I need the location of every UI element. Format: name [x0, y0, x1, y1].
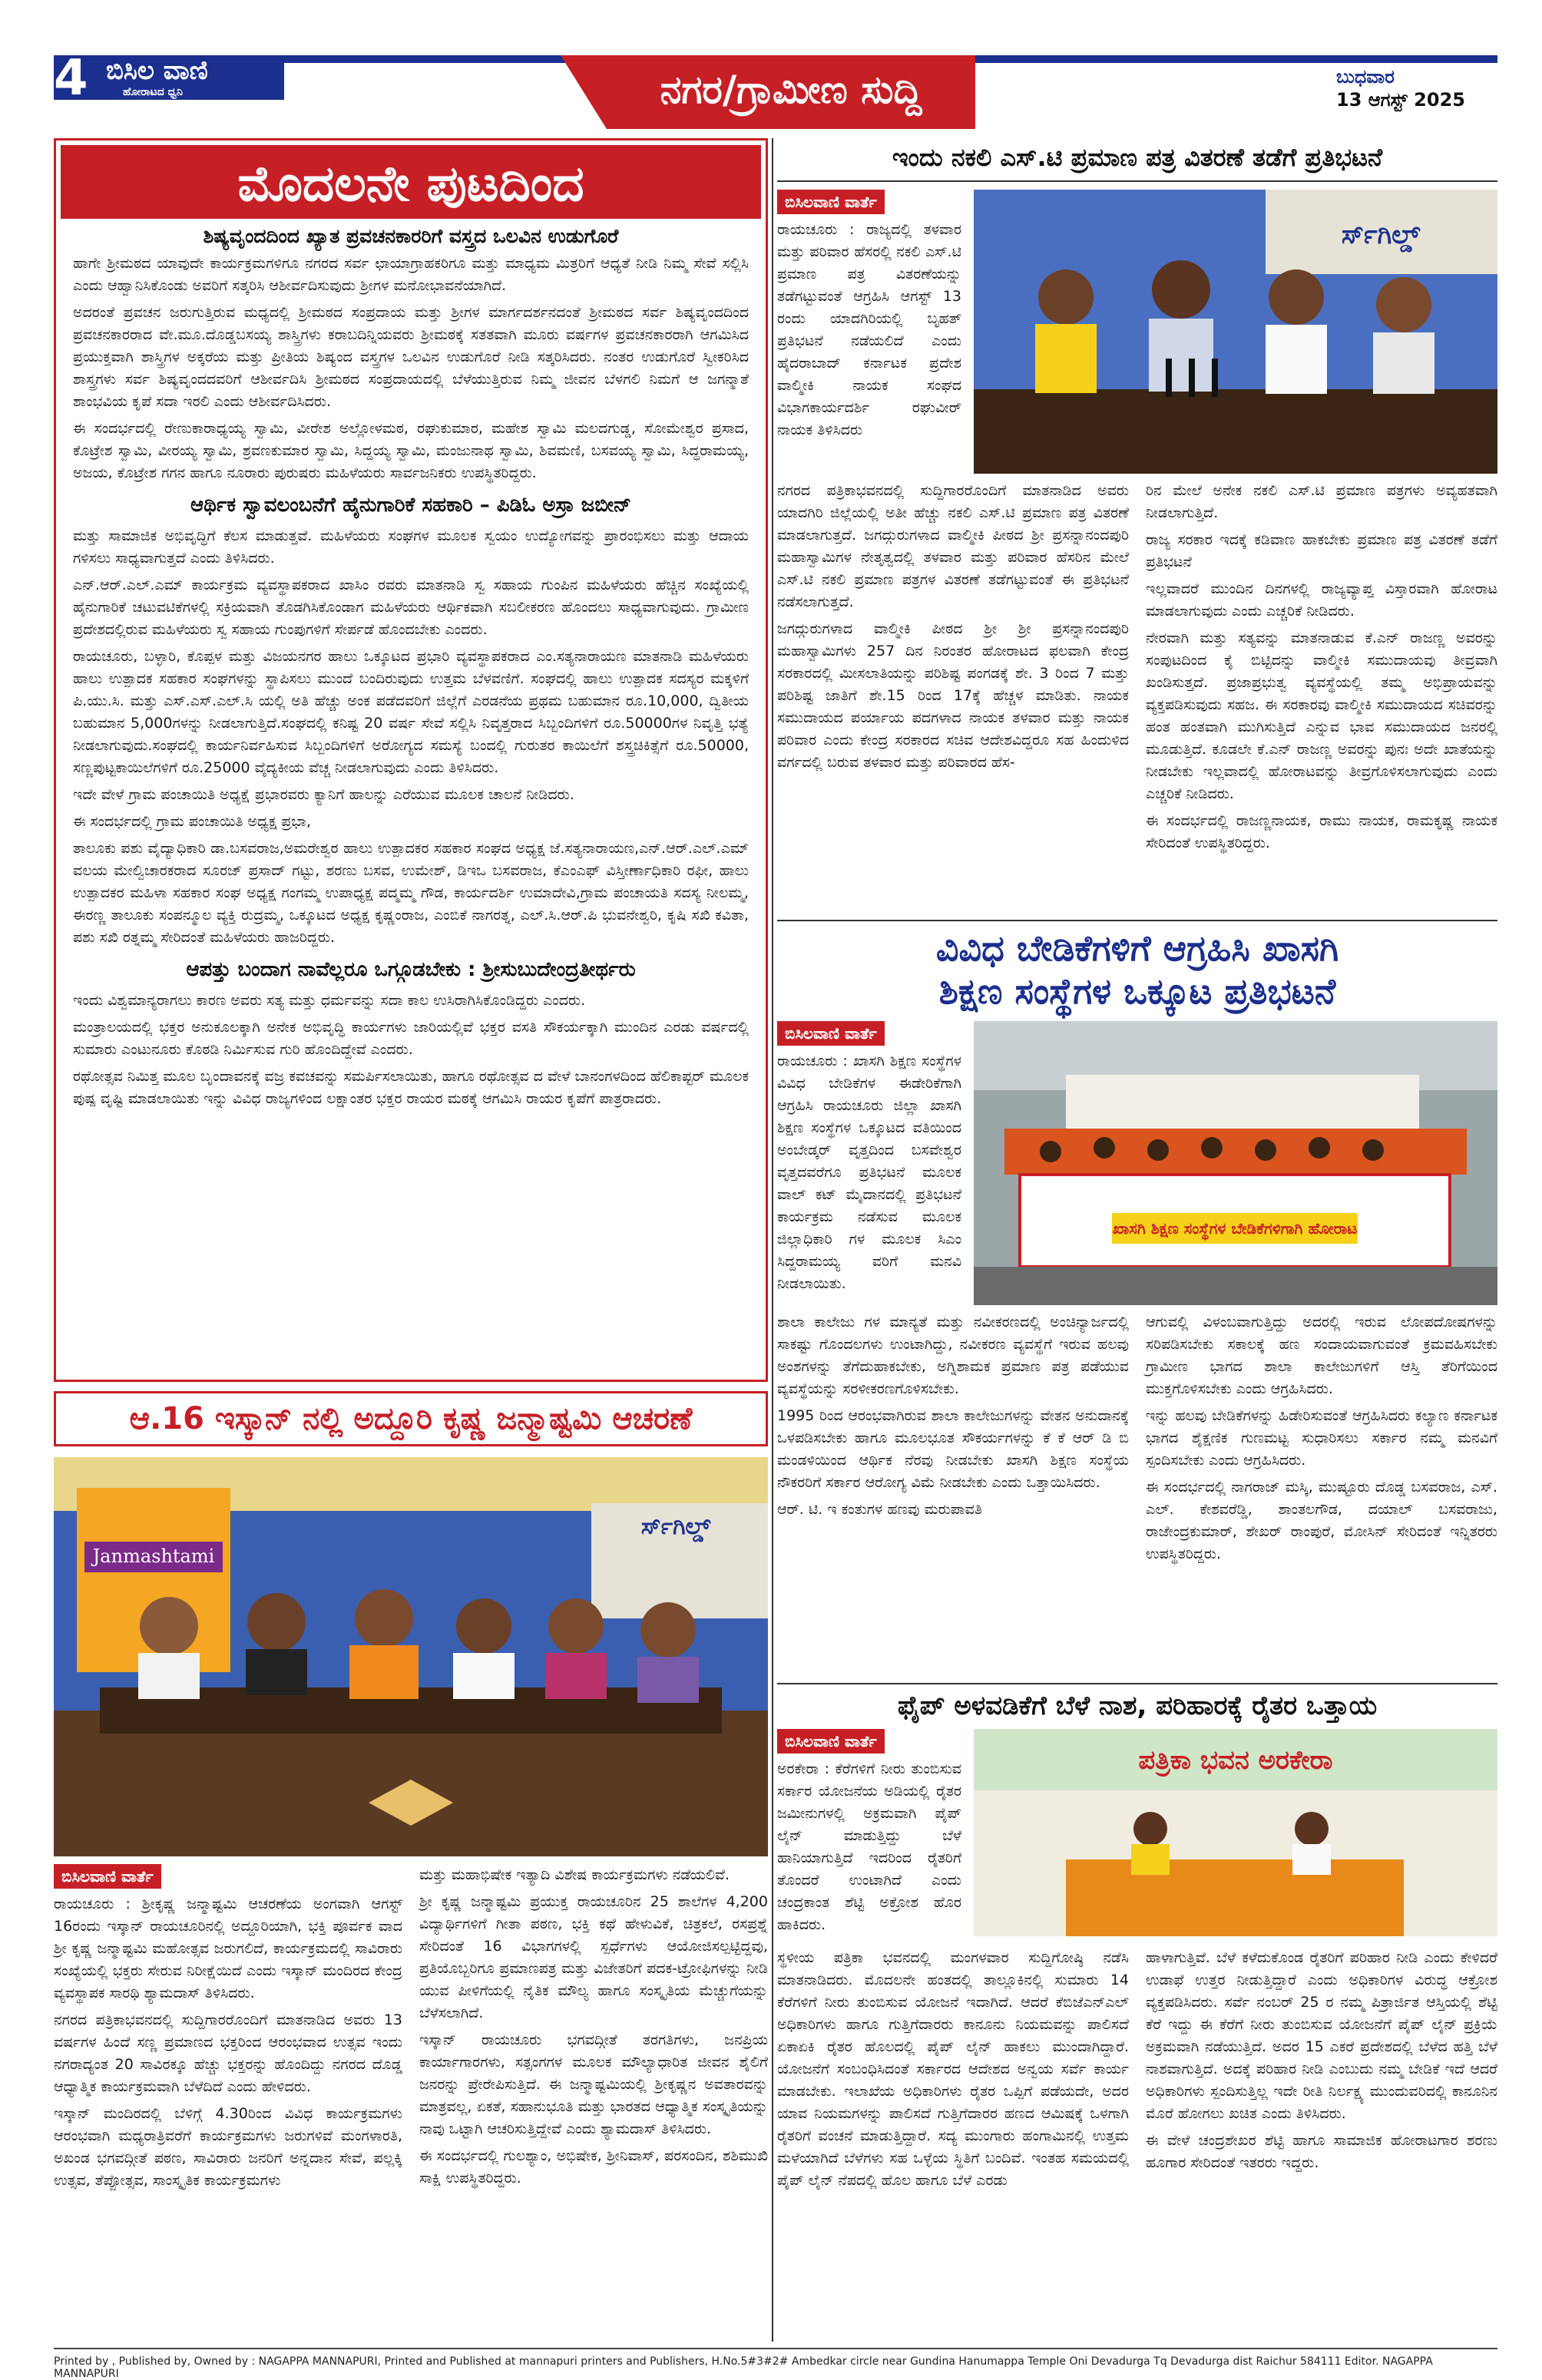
issue-date: 13 ಆಗಸ್ಟ್ 2025 [1336, 89, 1465, 111]
st-photo-scene [974, 190, 1497, 474]
lead-para: ಅದರಂತೆ ಪ್ರವಚನ ಜರುಗುತ್ತಿರುವ ಮಧ್ಯದಲ್ಲಿ ಶ್ರೀಮಠದ ಸಂಪ್ರದಾಯ ಮತ್ತು ಶ್ರೀಗಳ ಮಾರ್ಗದರ್ಶನದಂತೆ ಶ್ರೀಮಠದ ಸರ್ವ ಶಿಷ್ಯವೃಂದದಿಂದ ಪ್ರವಚನಕಾರರಾದ ವೇ.ಮೂ.ದೊಡ್ಡಬಸಯ್ಯ ಶಾಸ್ತ್ರಿಗಳು ಕರಾಬದಿನ್ನಿಯವರು ಶ್ರೀಮಠಕ್ಕೆ ಸತತವಾಗಿ ಮೂರು ವರ್ಷಗಳ ಪ್ರವಚನಕಾರರಾಗಿ ಆಗಮಿಸಿದ ಪ್ರಯುಕ್ತವಾಗಿ ಶಾಸ್ತ್ರಿಗಳ ಅಕ್ಕರೆಯ ಮತ್ತು ಪ್ರೀತಿಯ ಶಿಷ್ಯಂದ ವಸ್ತ್ರಗಳ ಒಲವಿನ ಉಡುಗೊರೆ ನೀಡಿ ಸತ್ಕರಿಸಿದರು. ನಂತರ ಉಡುಗೊರೆ ಸ್ವೀಕರಿಸಿದ ಶಾಸ್ತ್ರಗಳು ಸರ್ವ ಶಿಷ್ಯವೃಂದದವರಿಗೆ ಆಶೀರ್ವದಿಸಿ ಶ್ರೀಮಠದ ಸಂಪ್ರದಾಯದಲ್ಲಿ ಬೆಳೆಯುತ್ತಿರುವ ನಿಮ್ಮ ಜೀವನ ಬೆಳಗಲಿ ನಿಮಗೆ ಆ ಜಗನ್ಮಾತೆ ಶಾಂಭವಿಯ ಕೃಪೆ ಸದಾ ಇರಲಿ ಎಂದು ಆಶೀರ್ವದಿಸಿದರು. [73, 304, 749, 410]
private-edu-para: ಈ ಸಂದರ್ಭದಲ್ಲಿ ನಾಗರಾಜ್ ಮಸ್ಕಿ, ಮುಷ್ಟೂರು ದೊಡ್ಡ ಬಸವರಾಜ, ಎಸ್. ಎಲ್. ಕೇಶವರೆಡ್ಡಿ, ಶಾಂತಲಗೌಡ, ದಯಾಲ್ ಬಸವರಾಜು, ರಾಜೇಂದ್ರಕುಮಾರ್, ಶೇಖರ್ ರಾಂಪುರೆ, ಮೋಸಿನ್ ಸೇರಿದಂತೆ ಇನ್ನಿತರರು ಉಪಸ್ಥಿತರಿದ್ದರು. [1146, 1479, 1497, 1562]
private-edu-article [777, 920, 1497, 1672]
pipe-col-2 [1146, 1947, 1497, 2197]
st-photo [974, 190, 1497, 474]
lead-para: ತಾಲೂಕು ಪಶು ವೈದ್ಯಾಧಿಕಾರಿ ಡಾ.ಬಸವರಾಜ,ಅಮರೇಶ್ವರ ಹಾಲು ಉತ್ಪಾದಕರ ಸಹಕಾರ ಸಂಘದ ಅಧ್ಯಕ್ಷ ಜೆ.ಸತ್ಯನಾರಾಯಣ,ಎನ್.ಆರ್.ಎಲ್.ಎಮ್ ವಲಯ ಮೇಲ್ವಿಚಾರಕರಾದ ಸೂರಜ್ ಪ್ರಸಾದ್ ಗಟ್ಟು, ಶರಣು ಬಸವ, ಉಮೇಶ್, ಡಿಇಒ ಬಸವರಾಜ, ಕೆಎಂಎಫ್ ವಿಸ್ತೀರ್ಣಾಧಿಕಾರಿ ರಫೀ, ಹಾಲು ಉತ್ಪಾದಕರ ಮಹಿಳಾ ಸಹಕಾರ ಸಂಘ ಅಧ್ಯಕ್ಷ ಗಂಗಮ್ಮ ಉಪಾಧ್ಯಕ್ಷ ಪದ್ಮಮ್ಮ ಗೌಡ, ಕಾರ್ಯದರ್ಶಿ ಉಮಾದೇವಿ,ಗ್ರಾಮ ಪಂಚಾಯತಿ ಸದಸ್ಯ ನೀಲಮ್ಮ, ಈರಣ್ಣ ತಾಲೂಕು ಸಂಪನ್ಮೂಲ ವ್ಯಕ್ತಿ ರುದ್ರಮ್ಮ, ಒಕ್ಕೂಟದ ಅಧ್ಯಕ್ಷ ಕೃಷ್ಣಂರಾಜ, ಎಂಬಿಕೆ ನಾಗರತ್ನ, ಎಲ್.ಸಿ.ಆರ್.ಪಿ ಭುವನೇಶ್ವರಿ, ಕೃಷಿ ಸಖಿ ಕವಿತಾ, ಪಶು ಸಖಿ ರತ್ನಮ್ಮ ಸೇರಿದಂತೆ ಮಹಿಳೆಯರು ಹಾಜರಿದ್ದರು. [73, 840, 749, 946]
st-para: ನೇರವಾಗಿ ಮತ್ತು ಸತ್ಯವನ್ನು ಮಾತನಾಡುವ ಕೆ.ಎನ್ ರಾಜಣ್ಣ ಅವರನ್ನು ಸಂಪುಟದಿಂದ ಕೈ ಬಿಟ್ಟಿದನ್ನು ವಾಲ್ಮೀಕಿ ಸಮುದಾಯವು ತೀವ್ರವಾಗಿ ಖಂಡಿಸುತ್ತದೆ. ಪ್ರಜಾಪ್ರಭುತ್ವ ವ್ಯವಸ್ಥೆಯಲ್ಲಿ ತಮ್ಮ ಅಭಿಪ್ರಾಯವನ್ನು ವ್ಯಕ್ತಪಡಿಸುವುದು ಸಹಜ. ಈ ಸರಕಾರವು ವಾಲ್ಮೀಕಿ ಸಮುದಾಯದ ಸಚಿವರನ್ನು ಹಂತ ಹಂತವಾಗಿ ಮುಗಿಸುತ್ತಿದೆ ಎನ್ನುವ ಭಾವ ಸಮುದಾಯದ ಜನರಲ್ಲಿ ಮೂಡುತ್ತಿದೆ. ಕೂಡಲೇ ಕೆ.ಎನ್ ರಾಜಣ್ಣ ಅವರನ್ನು ಪುನಃ ಅದೇ ಖಾತೆಯನ್ನು ನೀಡಬೇಕು ಇಲ್ಲವಾದಲ್ಲಿ ಹೋರಾಟವನ್ನು ತೀವ್ರಗೊಳಿಸಲಾಗುವುದು ಎಂದು ಎಚ್ಚರಿಕೆ ನೀಡಿದರು. [1146, 630, 1497, 802]
pipe-para: ಈ ವೇಳೆ ಚಂದ್ರಶೇಖರ ಶೆಟ್ಟಿ ಹಾಗೂ ಸಾಮಾಜಿಕ ಹೋರಾಟಗಾರ ಶರಣು ಹೂಗಾರ ಸೇರಿದಂತೆ ಇತರರು ಇದ್ದರು. [1146, 2132, 1497, 2171]
lead-article [54, 138, 768, 1382]
left-column [54, 138, 768, 2197]
section-title: ನಗರ/ಗ್ರಾಮೀಣ ಸುದ್ದಿ [660, 68, 922, 112]
st-article [777, 138, 1497, 906]
pipe-col-1 [777, 1947, 1129, 2197]
imprint-footer: Printed by , Published by, Owned by : NAGAPPA MANNAPURI, Printed and Published at mannapuri printers and Publishers, H.No.5#3#2# Ambedkar circle near Gundina Hanumappa Temple Oni Devadurga Tq Devadurga dist Raichur 584111 Editor. NAGAPPA MANNAPURI [54, 2348, 1497, 2380]
st-para: ಜಗದ್ಗುರುಗಳಾದ ವಾಲ್ಮೀಕಿ ಪೀಠದ ಶ್ರೀ ಶ್ರೀ ಪ್ರಸನ್ನಾನಂದಪುರಿ ಮಹಾಸ್ವಾಮಿಗಳು 257 ದಿನ ನಿರಂತರ ಹೋರಾಟದ ಫಲವಾಗಿ ಕೇಂದ್ರ ಸರಕಾರದಲ್ಲಿ ಮೀಸಲಾತಿಯನ್ನು ಪರಿಶಿಷ್ಟ ಪಂಗಡಕ್ಕೆ ಶೇ. 3 ರಿಂದ 7 ಮತ್ತು ಪರಿಶಿಷ್ಟ ಜಾತಿಗೆ ಶೇ.15 ರಿಂದ 17ಕ್ಕೆ ಹೆಚ್ಚಳ ಮಾಡಿತು. ನಾಯಕ ಸಮುದಾಯದ ಪರ್ಯಾಯ ಪದಗಳಾದ ನಾಯಕ ತಳವಾರ ಮತ್ತು ನಾಯಕ ಪರಿವಾರ ಎಂದು ಕೇಂದ್ರ ಸರಕಾರದ ಸಚಿವ ಆದೇಶವಿದ್ದರೂ ಸಹ ಹಿಂದುಳಿದ ವರ್ಗದಲ್ಲಿ ಬರುವ ತಳವಾರ ಮತ್ತು ಪರಿವಾರದ ಹೆಸ- [777, 620, 1129, 771]
pipe-photo-sign: ಪತ್ರಿಕಾ ಭವನ ಅರಕೇರಾ [1138, 1745, 1333, 1776]
lead-subhead: ಆಪತ್ತು ಬಂದಾಗ ನಾವೆಲ್ಲರೂ ಒಗ್ಗೂಡಬೇಕು : ಶ್ರೀಸುಬುದೇಂದ್ರತೀರ್ಥರು [186, 958, 636, 981]
pipe-para: ಹಾಳಾಗುತ್ತಿವೆ. ಬೆಳೆ ಕಳೆದುಕೊಂಡ ರೈತರಿಗೆ ಪರಿಹಾರ ನೀಡಿ ಎಂದು ಕೇಳಿದರೆ ಉಡಾಫೆ ಉತ್ತರ ನೀಡುತ್ತಿದ್ದಾರೆ ಎಂದು ಅಧಿಕಾರಿಗಳ ವಿರುದ್ಧ ಆಕ್ರೋಶ ವ್ಯಕ್ತಪಡಿಸಿದರು. ಸರ್ವೆ ನಂಬರ್ 25 ರ ನಮ್ಮ ಪಿತ್ರಾರ್ಜಿತ ಆಸ್ತಿಯಲ್ಲಿ ಶೆಟ್ಟಿ ಕೆರೆ ಇದ್ದು ಈ ಕೆರೆಗೆ ನೀರು ತುಂಬಿಸುವ ಯೋಜನೆಗೆ ಪೈಪ್ ಲೈನ್ ಪ್ರಕ್ರಿಯೆ ಅಕ್ರಮವಾಗಿ ನಡೆಯುತ್ತಿದೆ. ಅದರ 15 ಎಕರೆ ಪ್ರದೇಶದಲ್ಲಿ ಬೆಳೆದ ಹತ್ತಿ ಬೆಳೆ ನಾಶವಾಗುತ್ತಿದೆ. ಅದಕ್ಕೆ ಪರಿಹಾರ ನೀಡಿ ಎಂಬುದು ನಮ್ಮ ಬೇಡಿಕೆ ಇದೆ ಆದರೆ ಅಧಿಕಾರಿಗಳು ಸ್ಪಂದಿಸುತ್ತಿಲ್ಲ ಇದೇ ರೀತಿ ನಿರ್ಲಕ್ಷ್ಯ ಮುಂದುವರಿದಲ್ಲಿ ಕಾನೂನಿನ ಮೊರೆ ಹೋಗಲು ಖಚಿತ ಎಂದು ತಿಳಿಸಿದರು. [1146, 1949, 1497, 2122]
lead-para: ಈ ಸಂದರ್ಭದಲ್ಲಿ ರೇಣುಕಾರಾಧ್ಯಯ್ಯ ಸ್ವಾಮಿ, ವೀರೇಶ ಅಲ್ಲೋಳಮಠ, ರಘುಕುಮಾರ, ಮಹೇಶ ಸ್ವಾಮಿ ಮಲದಗುಡ್ಡ, ಸೋಮೇಶ್ವರ ಪ್ರಸಾದ, ಕೊಟ್ರೇಶ ಸ್ವಾಮಿ, ವೀರಯ್ಯ ಸ್ವಾಮಿ, ಶ್ರವಣಕುಮಾರ ಸ್ವಾಮಿ, ಸಿದ್ದಯ್ಯ ಸ್ವಾಮಿ, ಮಂಜುನಾಥ ಸ್ವಾಮಿ, ಶಿವಮಣಿ, ಬಸವಯ್ಯ ಸ್ವಾಮಿ, ಸಿದ್ಧರಾಮಯ್ಯ, ಅಜಯ, ಕೊಟ್ರೇಶ ಗಗನ ಹಾಗೂ ನೂರಾರು ಪುರುಷರು ಮಹಿಳೆಯರು ಸಾರ್ವಜನಿಕರು ಉಪಸ್ಥಿತರಿದ್ದರು. [73, 420, 749, 481]
pipe-para: ಅರಕೇರಾ : ಕೆರೆಗಳಿಗೆ ನೀರು ತುಂಬಿಸುವ ಸರ್ಕಾರ ಯೋಜನೆಯ ಅಡಿಯಲ್ಲಿ ರೈತರ ಜಮೀನುಗಳಲ್ಲಿ ಅಕ್ರಮವಾಗಿ ಪೈಪ್ ಲೈನ್ ಮಾಡುತ್ತಿದ್ದು ಬೆಳೆ ಹಾನಿಯಾಗುತ್ತಿದೆ ಇದರಿಂದ ರೈತರಿಗೆ ತೊಂದರೆ ಉಂಟಾಗಿದೆ ಎಂದು ಚಂದ್ರಕಾಂತ ಶೆಟ್ಟಿ ಅಕ್ರೋಶ ಹೊರ ಹಾಕಿದರು. [777, 1760, 961, 1933]
byline: ಬಿಸಿಲವಾಣಿ ವಾರ್ತೆ [54, 1864, 161, 1889]
private-edu-para: ಶಾಲಾ ಕಾಲೇಜು ಗಳ ಮಾನ್ಯತೆ ಮತ್ತು ನವೀಕರಣದಲ್ಲಿ ಅಂಚಿನ್ಯಾರ್ಜದಲ್ಲಿ ಸಾಕಷ್ಟು ಗೊಂದಲಗಳು ಉಂಟಾಗಿದ್ದು, ನವೀಕರಣ ವ್ಯವಸ್ಥೆಗೆ ಇರುವ ಹಲವು ಅಂಶಗಳನ್ನು ತೆಗೆದುಹಾಕಬೇಕು, ಅಗ್ನಿಶಾಮಕ ಪ್ರಮಾಣ ಪತ್ರ ಪಡೆಯುವ ವ್ಯವಸ್ಥೆಯನ್ನು ಸರಳೀಕರಣಗೊಳಿಸಬೇಕು. [777, 1314, 1129, 1397]
iskcon-col-1 [54, 1864, 402, 2197]
iskcon-para: ಇಸ್ಕಾನ್ ಮಂದಿರದಲ್ಲಿ ಬೆಳಿಗ್ಗೆ 4.30ರಿಂದ ವಿವಿಧ ಕಾರ್ಯಕ್ರಮಗಳು ಆರಂಭವಾಗಿ ಮಧ್ಯರಾತ್ರಿವರೆಗೆ ಕಾರ್ಯಕ್ರಮಗಳು ಜರುಗಳಿವೆ ಮಂಗಳಾರತಿ, ಅಖಂಡ ಭಗವದ್ಗೀತೆ ಪಠಣ, ಸಾವಿರಾರು ಜನರಿಗೆ ಅನ್ನದಾನ ಸೇವೆ, ಪಲ್ಲಕ್ಕಿ ಉತ್ಸವ, ತೆಪ್ಪೋತ್ಸವ, ಸಾಂಸ್ಕೃತಿಕ ಕಾರ್ಯಕ್ರಮಗಳು [54, 2105, 402, 2189]
pipe-headline: ಫೈಪ್ ಅಳವಡಿಕೆಗೆ ಬೆಳೆ ನಾಶ, ಪರಿಹಾರಕ್ಕೆ ರೈತರ ಒತ್ತಾಯ [897, 1691, 1378, 1721]
masthead [0, 0, 1542, 146]
private-edu-narrow-col [777, 1021, 961, 1305]
private-edu-col-1 [777, 1311, 1129, 1570]
lead-para: ಮಂತ್ರಾಲಯದಲ್ಲಿ ಭಕ್ತರ ಅನುಕೂಲಕ್ಕಾಗಿ ಅನೇಕ ಅಭಿವೃದ್ಧಿ ಕಾರ್ಯಗಳು ಜಾರಿಯಲ್ಲಿವೆ ಭಕ್ತರ ವಸತಿ ಸೌಕರ್ಯಕ್ಕಾಗಿ ಮುಂದಿನ ಎರಡು ವರ್ಷದಲ್ಲಿ ಸುಮಾರು ಎಂಟುನೂರು ಕೊಠಡಿ ನಿರ್ಮಿಸುವ ಗುರಿ ಹೊಂದಿದ್ದೇವೆ ಎಂದರು. [73, 1019, 749, 1058]
iskcon-col-2 [419, 1864, 768, 2197]
iskcon-para: ರಾಯಚೂರು : ಶ್ರೀಕೃಷ್ಣ ಜನ್ಮಾಷ್ಟಮಿ ಆಚರಣೆಯ ಅಂಗವಾಗಿ ಆಗಸ್ಟ್ 16ರಂದು ಇಸ್ಕಾನ್ ರಾಯಚೂರಿನಲ್ಲಿ ಅದ್ದೂರಿಯಾಗಿ, ಭಕ್ತಿ ಪೂರ್ವಕ ವಾದ ಶ್ರೀ ಕೃಷ್ಣ ಜನ್ಮಾಷ್ಟಮಿ ಮಹೋತ್ಸವ ಜರುಗಲಿದೆ, ಕಾರ್ಯಕ್ರಮದಲ್ಲಿ ಸಾವಿರಾರು ಸಂಖ್ಯೆಯಲ್ಲಿ ಭಕ್ತರು ಸೇರುವ ನಿರೀಕ್ಷೆಯಿದೆ ಎಂದು ಇಸ್ಕಾನ್ ಮಂದಿರದ ಕೇಂದ್ರ ವ್ಯವಸ್ಥಾಪಕ ಸಾರಥಿ ಶ್ಯಾಮದಾಸ್ ತಿಳಿಸಿದರು. [54, 1896, 402, 2002]
lead-para: ಈ ಸಂದರ್ಭದಲ್ಲಿ ಗ್ರಾಮ ಪಂಚಾಯಿತಿ ಅಧ್ಯಕ್ಷ ಪ್ರಭಾ, [73, 813, 312, 830]
private-edu-para: ರಾಯಚೂರು : ಖಾಸಗಿ ಶಿಕ್ಷಣ ಸಂಸ್ಥೆಗಳ ವಿವಿಧ ಬೇಡಿಕೆಗಳ ಈಡೇರಿಕೆಗಾಗಿ ಆಗ್ರಹಿಸಿ ರಾಯಚೂರು ಜಿಲ್ಲಾ ಖಾಸಗಿ ಶಿಕ್ಷಣ ಸಂಸ್ಥೆಗಳ ಒಕ್ಕೂಟದ ವತಿಯಿಂದ ಅಂಬೇಡ್ಕರ್ ವೃತ್ತದಿಂದ ಬಸವೇಶ್ವರ ವೃತ್ತದವರೆಗೂ ಪ್ರತಿಭಟನೆ ಮೂಲಕ ವಾಲ್ ಕಟ್ ಮೈದಾನದಲ್ಲಿ ಪ್ರತಿಭಟನೆ ಕಾರ್ಯಕ್ರಮ ನಡೆಸುವ ಮೂಲಕ ಜಿಲ್ಲಾಧಿಕಾರಿ ಗಳ ಮೂಲಕ ಸಿಎಂ ಸಿದ್ದರಾಮಯ್ಯ ವರಿಗೆ ಮನವಿ ನೀಡಲಾಯಿತು. [777, 1053, 961, 1292]
right-column [777, 138, 1497, 2328]
private-edu-col-2 [1146, 1311, 1497, 1570]
lead-para: ಇಂದು ವಿಶ್ವಮಾನ್ಯರಾಗಲು ಕಾರಣ ಅವರು ಸತ್ಯ ಮತ್ತು ಧರ್ಮವನ್ನು ಸದಾ ಕಾಲ ಉಸಿರಾಗಿಸಿಕೊಂಡಿದ್ದರು ಎಂದರು. [73, 992, 586, 1009]
issue-day: ಬುಧವಾರ [1336, 66, 1395, 88]
page-number: 4 [54, 50, 88, 107]
pipe-photo [974, 1729, 1497, 1936]
iskcon-photo-scene [54, 1457, 768, 1856]
column-divider [772, 138, 773, 2342]
lead-para: ಇದೇ ವೇಳೆ ಗ್ರಾಮ ಪಂಚಾಯಿತಿ ಅಧ್ಯಕ್ಷೆ ಪ್ರಭಾರವರು ಕ್ಯಾನಿಗೆ ಹಾಲನ್ನು ಎರೆಯುವ ಮೂಲಕ ಚಾಲನೆ ನೀಡಿದರು. [73, 786, 574, 803]
st-para: ನಗರದ ಪತ್ರಿಕಾಭವನದಲ್ಲಿ ಸುದ್ದಿಗಾರರೊಂದಿಗೆ ಮಾತನಾಡಿದ ಅವರು ಯಾದಗಿರಿ ಜಿಲ್ಲೆಯಲ್ಲಿ ಅತೀ ಹೆಚ್ಚು ನಕಲಿ ಎಸ್.ಟಿ ಪ್ರಮಾಣ ಪತ್ರ ವಿತರಣೆ ಮಾಡಲಾಗುತ್ತದೆ. ಜಗದ್ಗುರುಗಳಾದ ವಾಲ್ಮೀಕಿ ಪೀಠದ ಶ್ರೀ ಪ್ರಸನ್ನಾನಂದಪುರಿ ಮಹಾಸ್ವಾಮಿಗಳ ನೇತೃತ್ವದಲ್ಲಿ ತಳವಾರ ಮತ್ತು ಪರಿವಾರ ಹೆಸರಿನ ಮೇಲೆ ಎಸ್.ಟಿ ನಕಲಿ ಪ್ರಮಾಣ ಪತ್ರಗಳ ವಿತರಣೆ ತಡೆಗಟ್ಟುವಂತೆ ಈ ಪ್ರತಿಭಟನೆ ನಡೆಸಲಾಗುತ್ತದೆ. [777, 482, 1129, 610]
private-edu-para: ಆರ್. ಟಿ. ಇ ಕಂತುಗಳ ಹಣವು ಮರುಪಾವತಿ [777, 1501, 982, 1518]
st-para: ಇಲ್ಲವಾದರೆ ಮುಂದಿನ ದಿನಗಳಲ್ಲಿ ರಾಜ್ಯವ್ಯಾಪ್ತ ವಿಸ್ತಾರವಾಗಿ ಹೋರಾಟ ಮಾಡಲಾಗುವುದು ಎಂದು ಎಚ್ಚರಿಕೆ ನೀಡಿದರು. [1146, 580, 1497, 620]
st-para: ರಾಜ್ಯ ಸರಕಾರ ಇದಕ್ಕೆ ಕಡಿವಾಣ ಹಾಕಬೇಕು ಪ್ರಮಾಣ ಪತ್ರ ವಿತರಣೆ ತಡೆಗೆ ಪ್ರತಿಭಟನೆ [1146, 531, 1497, 570]
lead-banner: ಮೊದಲನೇ ಪುಟದಿಂದ [61, 145, 761, 219]
lead-subhead: ಆರ್ಥಿಕ ಸ್ವಾವಲಂಬನೆಗೆ ಹೈನುಗಾರಿಕೆ ಸಹಕಾರಿ – ಪಿಡಿಓ ಅಸ್ರಾ ಜಬೀನ್ [190, 494, 632, 517]
private-edu-para: ಆಗುವಲ್ಲಿ ವಿಳಂಬವಾಗುತ್ತಿದ್ದು ಅದರಲ್ಲಿ ಇರುವ ಲೋಪದೋಷಗಳನ್ನು ಸರಿಪಡಿಸಬೇಕು ಸಕಾಲಕ್ಕೆ ಹಣ ಸಂದಾಯವಾಗುವಂತೆ ಕ್ರಮವಹಿಸಬೇಕು ಗ್ರಾಮೀಣ ಭಾಗದ ಶಾಲಾ ಕಾಲೇಜುಗಳಿಗೆ ಆಸ್ತಿ ತೆರಿಗೆಯಿಂದ ಮುಕ್ತಗೊಳಿಸಬೇಕು ಎಂದು ಆಗ್ರಹಿಸಿದರು. [1146, 1314, 1497, 1397]
private-edu-banner-text: ಖಾಸಗಿ ಶಿಕ್ಷಣ ಸಂಸ್ಥೆಗಳ ಬೇಡಿಕೆಗಳಿಗಾಗಿ ಹೋರಾಟ [1112, 1219, 1358, 1238]
paper-name: ಬಿಸಿಲ ವಾಣಿ [106, 55, 208, 86]
iskcon-wall-text: ರ್ಸ್‌ಗಿಲ್ಡ್ [640, 1513, 711, 1540]
iskcon-para: ನಗರದ ಪತ್ರಿಕಾಭವನದಲ್ಲಿ ಸುದ್ದಿಗಾರರೊಂದಿಗೆ ಮಾತನಾಡಿದ ಅವರು 13 ವರ್ಷಗಳ ಹಿಂದೆ ಸಣ್ಣ ಪ್ರಮಾಣದ ಭಕ್ತರಿಂದ ಆರಂಭವಾದ ಉತ್ಸವ ಇಂದು ನಗರಾದ್ಯಂತ 20 ಸಾವಿರಕ್ಕೂ ಹೆಚ್ಚು ಭಕ್ತರನ್ನು ಹೊಂದಿದ್ದು ನಗರದ ದೊಡ್ಡ ಆಧ್ಯಾತ್ಮಿಕ ಕಾರ್ಯಕ್ರಮವಾಗಿ ಬೆಳೆದಿದೆ ಎಂದು ಹೇಳಿದರು. [54, 2011, 402, 2095]
pipe-article [777, 1683, 1497, 2328]
pipe-photo-scene [974, 1729, 1497, 1936]
lead-para: ರಾಯಚೂರು, ಬಳ್ಳಾರಿ, ಕೊಪ್ಪಳ ಮತ್ತು ವಿಜಯನಗರ ಹಾಲು ಒಕ್ಕೂಟದ ಪ್ರಭಾರಿ ವ್ಯವಸ್ಥಾಪಕರಾದ ಎಂ.ಸತ್ಯನಾರಾಯಣ ಮಾತನಾಡಿ ಮಹಿಳೆಯರು ಹಾಲು ಉತ್ಪಾದಕ ಸಹಕಾರ ಸಂಘಗಳನ್ನು ಸ್ಥಾಪಿಸಲು ಮುಂದೆ ಬಂದಿರುವುದು ಉತ್ತಮ ಬೆಳವಣಿಗೆ. ಸಂಘದಲ್ಲಿ ಹಾಲು ಉತ್ಪಾದಕ ಸದಸ್ಯರ ಮಕ್ಕಳಿಗೆ ಪಿ.ಯು.ಸಿ. ಮತ್ತು ಎಸ್.ಎಸ್.ಎಲ್.ಸಿ ಯಲ್ಲಿ ಅತಿ ಹೆಚ್ಚು ಅಂಕ ಪಡೆದವರಿಗೆ ಜಿಲ್ಲೆಗೆ ಎರಡನೆಯ ಪ್ರಥಮ ಬಹುಮಾನ ರೂ.10,000, ದ್ವಿತೀಯ ಬಹುಮಾನ 5,000ಗಳನ್ನು ನೀಡಲಾಗುತ್ತಿದೆ.ಸಂಘದಲ್ಲಿ ಕನಿಷ್ಟ 20 ವರ್ಷ ಸೇವೆ ಸಲ್ಲಿಸಿ ನಿವೃತ್ತರಾದ ಸಿಬ್ಬಂದಿಗಳಿಗೆ ರೂ.50000ಗಳ ನಿವೃತ್ತಿ ಭತ್ಯೆ ನೀಡಲಾಗುವುದು.ಸಂಘದಲ್ಲಿ ಕಾರ್ಯನಿರ್ವಹಿಸುವ ಸಿಬ್ಬಂದಿಗಳಿಗೆ ಅರೋಗ್ಯದ ಸಮಸ್ಯೆ ಬಂದಲ್ಲಿ ಗುರುತರ ಕಾಯಿಲೆಗೆ ಶಸ್ತ್ರಚಿಕಿತ್ಸೆಗೆ ರೂ.50000, ಸಣ್ಣಪುಟ್ಟಕಾಯಿಲೆಗಳಿಗೆ ರೂ.25000 ವೈದ್ಯಕೀಯ ವೆಚ್ಚ ನೀಡಲಾಗುವುದು ಎಂದು ತಿಳಿಸಿದರು. [73, 648, 749, 776]
private-edu-photo-scene [974, 1021, 1497, 1305]
private-edu-para: ಇನ್ನು ಹಲವು ಬೇಡಿಕೆಗಳನ್ನು ಹಿಡೇರಿಸುವಂತೆ ಆಗ್ರಹಿಸಿದರು ಕಲ್ಯಾಣ ಕರ್ನಾಟಕ ಭಾಗದ ಶೈಕ್ಷಣಿಕ ಗುಣಮಟ್ಟ ಸುಧಾರಿಸಲು ಸರ್ಕಾರ ನಮ್ಮ ಮನವಿಗೆ ಸ್ಪಂದಿಸಬೇಕು ಎಂದು ಆಗ್ರಹಿಸಿದರು. [1146, 1407, 1497, 1469]
st-headline: ಇಂದು ನಕಲಿ ಎಸ್.ಟಿ ಪ್ರಮಾಣ ಪತ್ರ ವಿತರಣೆ ತಡೆಗೆ ಪ್ರತಿಭಟನೆ [777, 138, 1497, 182]
iskcon-headline: ಆ.16 ಇಸ್ಕಾನ್ ನಲ್ಲಿ ಅದ್ದೂರಿ ಕೃಷ್ಣ ಜನ್ಮಾಷ್ಟಮಿ ಆಚರಣೆ [54, 1391, 768, 1446]
private-edu-headline-1: ವಿವಿಧ ಬೇಡಿಕೆಗಳಿಗೆ ಆಗ್ರಹಿಸಿ ಖಾಸಗಿ [935, 927, 1339, 969]
private-edu-para: 1995 ರಿಂದ ಆರಂಭವಾಗಿರುವ ಶಾಲಾ ಕಾಲೇಜುಗಳನ್ನು ವೇತನ ಅನುದಾನಕ್ಕೆ ಒಳಪಡಿಸಬೇಕು ಹಾಗೂ ಮೂಲಭೂತ ಸೌಕರ್ಯಗಳನ್ನು ಕೆ ಕೆ ಆರ್ ಡಿ ಬಿ ಮಂಡಳಿಯಿಂದ ಆರ್ಥಿಕ ನೆರವು ನೀಡಬೇಕು ಖಾಸಗಿ ಶಿಕ್ಷಣ ಸಂಸ್ಥೆಯ ನೌಕರರಿಗೆ ಸರ್ಕಾರ ಆರೋಗ್ಯ ವಿಮೆ ನೀಡಬೇಕು ಎಂದು ಒತ್ತಾಯಿಸಿದರು. [777, 1407, 1129, 1491]
st-wall-text: ರ್ಸ್‌ಗಿಲ್ಡ್ [1341, 220, 1421, 250]
lead-headline: ಶಿಷ್ಯವೃಂದದಿಂದ ಖ್ಯಾತ ಪ್ರವಚನಕಾರರಿಗೆ ವಸ್ತ್ರದ ಒಲವಿನ ಉಡುಗೊರೆ [203, 225, 619, 247]
iskcon-para: ಶ್ರೀ ಕೃಷ್ಣ ಜನ್ಮಾಷ್ಟಮಿ ಪ್ರಯುಕ್ತ ರಾಯಚೂರಿನ 25 ಶಾಲೆಗಳ 4,200 ವಿದ್ಯಾರ್ಥಿಗಳಿಗೆ ಗೀತಾ ಪಠಣ, ಭಕ್ತಿ ಕಥೆ ಹೇಳುವಿಕೆ, ಚಿತ್ರಕಲೆ, ರಸಪ್ರಶ್ನೆ ಸೇರಿದಂತೆ 16 ವಿಭಾಗಗಳಲ್ಲಿ ಸ್ಪರ್ಧೆಗಳು ಆಯೋಜಿಸಲ್ಪಟ್ಟಿದ್ದವು, ಪ್ರತಿಯೊಬ್ಬರಿಗೂ ಪ್ರಮಾಣಪತ್ರ ಮತ್ತು ವಿಜೇತರಿಗೆ ಪದಕ-ಟ್ರೋಫಿಗಳನ್ನು ನೀಡಿ ಯುವ ಪೀಳಿಗೆಯಲ್ಲಿ ನೈತಿಕ ಮೌಲ್ಯ ಹಾಗೂ ಸಂಸ್ಕೃತಿಯ ಮೆಚ್ಚುಗೆಯನ್ನು ಬೆಳೆಸಲಾಗಿದೆ. [419, 1893, 768, 2021]
iskcon-article [54, 1391, 768, 2197]
lead-para: ಎನ್.ಆರ್.ಎಲ್.ಎಮ್ ಕಾರ್ಯಕ್ರಮ ವ್ಯವಸ್ಥಾಪಕರಾದ ಖಾಸಿಂ ರವರು ಮಾತನಾಡಿ ಸ್ವ ಸಹಾಯ ಗುಂಪಿನ ಮಹಿಳೆಯರು ಹೆಚ್ಚಿನ ಸಂಖ್ಯೆಯಲ್ಲಿ ಹೈನುಗಾರಿಕೆ ಚಟುವಟಿಕೆಗಳಲ್ಲಿ ಸಕ್ರಿಯವಾಗಿ ತೊಡಗಿಸಿಕೊಂಡಾಗ ಮಹಿಳೆಯರು ಆರ್ಥಿಕವಾಗಿ ಸಬಲೀಕರಣ ಹೊಂದಲು ಸಾಧ್ಯವಾಗುವುದು. ಗ್ರಾಮೀಣ ಪ್ರದೇಶದಲ್ಲಿರುವ ಮಹಿಳೆಯರು ಸ್ವ ಸಹಾಯ ಗುಂಪುಗಳಿಗೆ ಸೇರ್ಪಡೆ ಹೊಂದಬೇಕು ಎಂದರು. [73, 577, 749, 638]
lead-para: ಮತ್ತು ಸಾಮಾಜಿಕ ಅಭಿವೃದ್ಧಿಗೆ ಕೆಲಸ ಮಾಡುತ್ತವೆ. ಮಹಿಳೆಯರು ಸಂಘಗಳ ಮೂಲಕ ಸ್ವಯಂ ಉದ್ಯೋಗವನ್ನು ಪ್ರಾರಂಭಿಸಲು ಮತ್ತು ಆದಾಯ ಗಳಿಸಲು ಸಾಧ್ಯವಾಗುತ್ತದೆ ಎಂದು ತಿಳಿಸಿದರು. [73, 527, 749, 567]
st-para: ರಿನ ಮೇಲೆ ಅನೇಕ ನಕಲಿ ಎಸ್.ಟಿ ಪ್ರಮಾಣ ಪತ್ರಗಳು ಅವ್ಯಹತವಾಗಿ ನೀಡಲಾಗುತ್ತಿದೆ. [1146, 482, 1497, 521]
iskcon-para: ಈ ಸಂದರ್ಭದಲ್ಲಿ ಗುಲಶ್ಯಾಂ, ಅಭಿಷೇಕ, ಶ್ರೀನಿವಾಸ್, ಪರಸಂದಿನ, ಶಶಿಮುಖಿ ಸಾಕ್ಷಿ ಉಪಸ್ಥಿತರಿದ್ದರು. [419, 2147, 768, 2187]
byline: ಬಿಸಿಲವಾಣಿ ವಾರ್ತೆ [777, 190, 885, 214]
st-col-1 [777, 480, 1129, 859]
private-edu-photo [974, 1021, 1497, 1305]
byline: ಬಿಸಿಲವಾಣಿ ವಾರ್ತೆ [777, 1729, 885, 1754]
st-narrow-col [777, 190, 961, 474]
iskcon-para: ಮತ್ತು ಮಹಾಭಿಷೇಕ ಇತ್ಯಾದಿ ವಿಶೇಷ ಕಾರ್ಯಕ್ರಮಗಳು ನಡೆಯಲಿವೆ. [419, 1866, 730, 1883]
iskcon-para: ಇಸ್ಕಾನ್ ರಾಯಚೂರು ಭಗವದ್ಗೀತೆ ತರಗತಿಗಳು, ಜನಪ್ರಿಯ ಕಾರ್ಯಾಗಾರಗಳು, ಸತ್ಸಂಗಗಳ ಮೂಲಕ ಮೌಲ್ಯಾಧಾರಿತ ಜೀವನ ಶೈಲಿಗೆ ಜನರನ್ನು ಪ್ರೇರೇಪಿಸುತ್ತಿದೆ. ಈ ಜನ್ಮಾಷ್ಟಮಿಯಲ್ಲಿ ಶ್ರೀಕೃಷ್ಣನ ಅವತಾರವನ್ನು ಮಾತ್ರವಲ್ಲ, ಏಕತೆ, ಸಹಾನುಭೂತಿ ಮತ್ತು ಭಾರತದ ಆಧ್ಯಾತ್ಮಿಕ ಸಂಸ್ಕೃತಿಯನ್ನು ನಾವು ಒಟ್ಟಾಗಿ ಆಚರಿಸುತ್ತಿದ್ದೇವೆ ಎಂದು ಶ್ಯಾಮದಾಸ್ ತಿಳಿಸಿದರು. [419, 2031, 768, 2137]
byline: ಬಿಸಿಲವಾಣಿ ವಾರ್ತೆ [777, 1021, 885, 1046]
iskcon-photo [54, 1457, 768, 1856]
section-tab [607, 55, 975, 129]
st-para: ಈ ಸಂದರ್ಭದಲ್ಲಿ ರಾಜಣ್ಣನಾಯಕ, ರಾಮು ನಾಯಕ, ರಾಮಕೃಷ್ಣ ನಾಯಕ ಸೇರಿದಂತೆ ಉಪಸ್ಥಿತರಿದ್ದರು. [1146, 812, 1497, 851]
pipe-para: ಸ್ಥಳೀಯ ಪತ್ರಿಕಾ ಭವನದಲ್ಲಿ ಮಂಗಳವಾರ ಸುದ್ದಿಗೋಷ್ಠಿ ನಡೆಸಿ ಮಾತನಾಡಿದರು. ಮೊದಲನೇ ಹಂತದಲ್ಲಿ ತಾಲ್ಲೂಕಿನಲ್ಲಿ ಸುಮಾರು 14 ಕೆರೆಗಳಿಗೆ ನೀರು ತುಂಬಿಸುವ ಯೋಜನೆ ಇದಾಗಿದೆ. ಆದರೆ ಕೆಬಿಜೆಎನ್ಎಲ್ ಅಧಿಕಾರಿಗಳು ಹಾಗೂ ಗುತ್ತಿಗೆದಾರರು ಕಾನೂನು ನಿಯಮವನ್ನು ಪಾಲಿಸದೆ ಏಕಾಏಕಿ ರೈತರ ಹೊಲದಲ್ಲಿ ಪೈಪ್ ಲೈನ್ ಹಾಕಲು ಮುಂದಾಗಿದ್ದಾರೆ. ಯೋಜನೆಗೆ ಸಂಬಂಧಿಸಿದಂತೆ ಸರ್ಕಾರದ ಆದೇಶದ ಅನ್ವಯ ಸರ್ವೆ ಕಾರ್ಯ ಮಾಡಬೇಕು. ಇಲಾಖೆಯ ಅಧಿಕಾರಿಗಳು ರೈತರ ಒಪ್ಪಿಗೆ ಪಡೆಯದೇ, ಅದರ ಯಾವ ನಿಯಮಗಳನ್ನು ಪಾಲಿಸದೆ ಗುತ್ತಿಗೆದಾರರ ಹಣದ ಆಮಿಷಕ್ಕೆ ಒಳಗಾಗಿ ರೈತರಿಗೆ ವಂಚನೆ ಮಾಡುತ್ತಿದ್ದಾರೆ. ಸದ್ಯ ಮುಂಗಾರು ಹಂಗಾಮಿನಲ್ಲಿ ಉತ್ತಮ ಮಳೆಯಾಗಿದೆ ಬೆಳೆಗಳು ಸಹ ಒಳ್ಳೆಯ ಸ್ಥಿತಿಗೆ ಬಂದಿವೆ. ಇಂತಹ ಸಮಯದಲ್ಲಿ ಪೈಪ್ ಲೈನ್ ನೆಪದಲ್ಲಿ ಹೊಲ ಹಾಗೂ ಬೆಳೆ ಎರಡು [777, 1949, 1129, 2189]
paper-tagline: ಹೋರಾಟದ ಧ್ವನಿ [123, 86, 183, 98]
pipe-narrow-col [777, 1729, 961, 1941]
st-para: ರಾಯಚೂರು : ರಾಜ್ಯದಲ್ಲಿ ತಳವಾರ ಮತ್ತು ಪರಿವಾರ ಹೆಸರಲ್ಲಿ ನಕಲಿ ಎಸ್.ಟಿ ಪ್ರಮಾಣ ಪತ್ರ ವಿತರಣೆಯನ್ನು ತಡೆಗಟ್ಟುವಂತೆ ಆಗ್ರಹಿಸಿ ಆಗಸ್ಟ್ 13 ರಂದು ಯಾದಗಿರಿಯಲ್ಲಿ ಬೃಹತ್ ಪ್ರತಿಭಟನೆ ನಡೆಯಲಿದೆ ಎಂದು ಹೈದರಾಬಾದ್ ಕರ್ನಾಟಕ ಪ್ರದೇಶ ವಾಲ್ಮೀಕಿ ನಾಯಕ ಸಂಘದ ವಿಭಾಗಕಾರ್ಯದರ್ಶಿ ರಘುವೀರ್ ನಾಯಕ ತಿಳಿಸಿದರು [777, 221, 961, 438]
lead-para: ಹಾಗೇ ಶ್ರೀಮಠದ ಯಾವುದೇ ಕಾರ್ಯಕ್ರಮಗಳಿಗೂ ನಗರದ ಸರ್ವ ಛಾಯಾಗ್ರಾಹಕರಿಗೂ ಮತ್ತು ಮಾಧ್ಯಮ ಮಿತ್ರರಿಗೆ ಆಧ್ಯತೆ ನೀಡಿ ನಿಮ್ಮ ಸೇವೆ ಸಲ್ಲಿಸಿ ಎಂದು ಆಹ್ವಾನಿಸಿಕೊಂಡು ಅವರಿಗೆ ಸತ್ಕರಿಸಿ ಆಶೀರ್ವದಿಸುವುದು ಶ್ರೀಗಳ ಮನೋಭಾವನೆಯಾಗಿದೆ. [73, 255, 749, 294]
iskcon-banner-text: Janmashtami [92, 1545, 215, 1567]
private-edu-headline-2: ಶಿಕ್ಷಣ ಸಂಸ್ಥೆಗಳ ಒಕ್ಕೂಟ ಪ್ರತಿಭಟನೆ [938, 970, 1336, 1012]
lead-para: ರಥೋತ್ಸವ ನಿಮಿತ್ತ ಮೂಲ ಬೃಂದಾವನಕ್ಕೆ ವಜ್ರ ಕವಚವನ್ನು ಸಮರ್ಪಿಸಲಾಯಿತು, ಹಾಗೂ ರಥೋತ್ಸವ ದ ವೇಳೆ ಬಾನಂಗಳದಿಂದ ಹೆಲಿಕಾಪ್ಟರ್ ಮೂಲಕ ಪುಷ್ಪ ವೃಷ್ಟಿ ಮಾಡಲಾಯಿತು ಇನ್ನು ವಿವಿಧ ರಾಜ್ಯಗಳಿಂದ ಲಕ್ಷಾಂತರ ಭಕ್ತರ ರಾಯರ ಮಠಕ್ಕೆ ಆಗಮಿಸಿ ರಾಯರ ಕೃಪೆಗೆ ಪಾತ್ರರಾದರು. [73, 1068, 749, 1107]
